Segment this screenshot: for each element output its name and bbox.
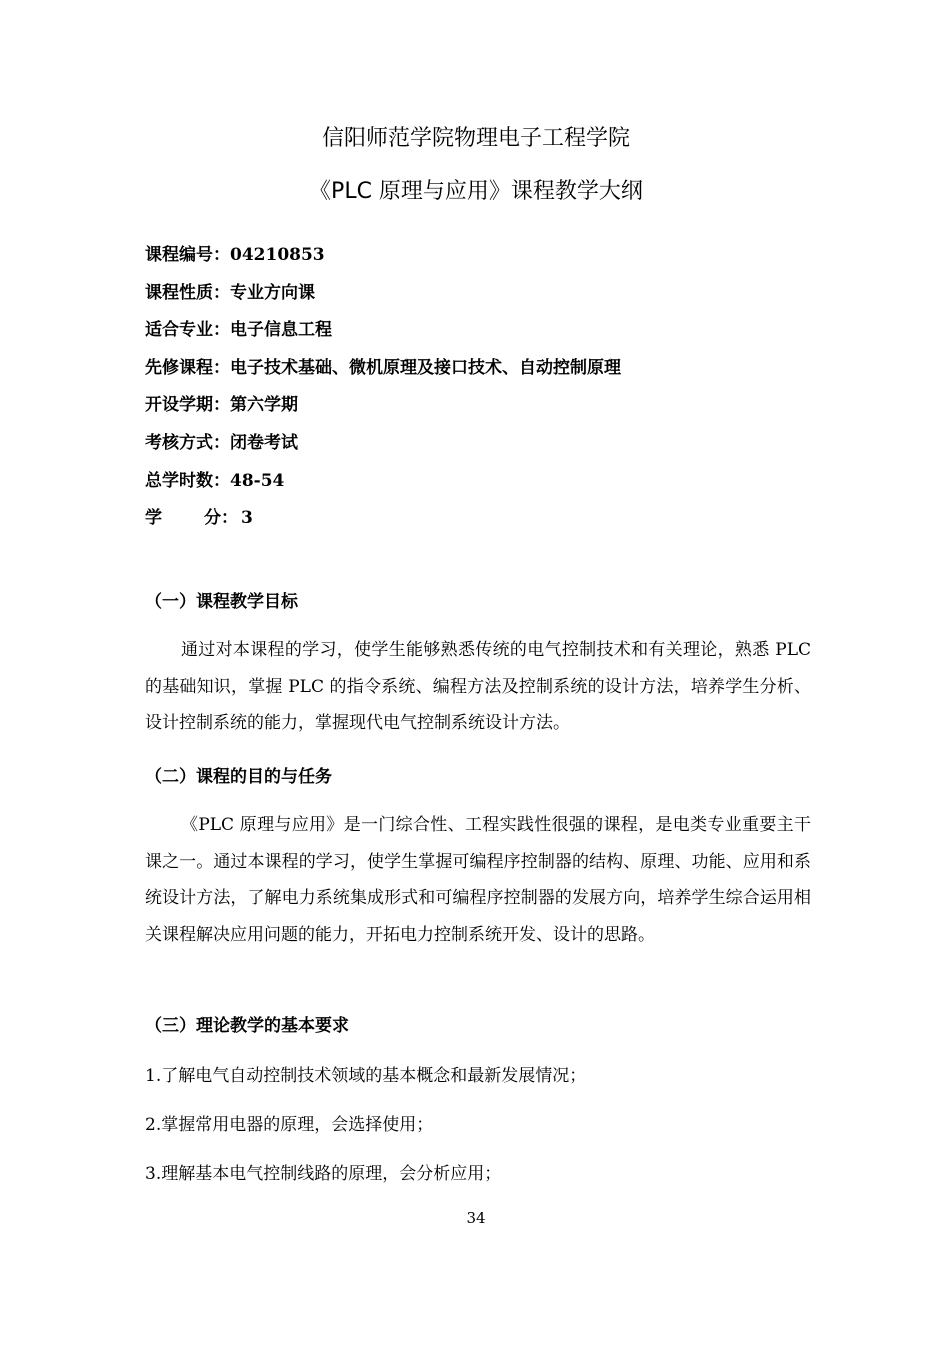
exam-value: 闭卷考试 <box>230 432 298 453</box>
section-3-heading: （三）理论教学的基本要求 <box>145 1016 349 1036</box>
course-info-list <box>145 240 621 541</box>
credit-label <box>145 503 241 533</box>
major-value: 电子信息工程 <box>230 320 332 341</box>
term-value: 第六学期 <box>230 395 298 416</box>
page-number: 34 <box>466 1209 486 1227</box>
exam-row <box>145 428 621 466</box>
course-nature-row <box>145 278 621 316</box>
course-title: 《PLC 原理与应用》课程教学大纲 <box>309 179 643 204</box>
section-1-paragraph: 通过对本课程的学习，使学生能够熟悉传统的电气控制技术和有关理论，熟悉 PLC 的基础知识，掌握 PLC 的指令系统、编程方法及控制系统的设计方法，培养学生分析、设计控制系统的能力，掌握现代电气控制系统设计方法。 <box>145 640 811 733</box>
hours-label: 总学时数： <box>145 470 230 491</box>
hours-row <box>145 466 621 504</box>
course-nature-label: 课程性质： <box>145 282 230 303</box>
section-2-heading: （二）课程的目的与任务 <box>145 767 332 787</box>
list-item: 3.理解基本电气控制线路的原理，会分析应用； <box>145 1164 502 1184</box>
section-1-heading: （一）课程教学目标 <box>145 592 298 612</box>
credit-label-a: 学 <box>145 508 162 529</box>
course-nature-value: 专业方向课 <box>230 282 315 303</box>
credit-value: 3 <box>241 508 253 529</box>
requirements-list <box>145 1061 586 1208</box>
term-row <box>145 390 621 428</box>
course-code-label: 课程编号： <box>145 245 230 265</box>
major-label: 适合专业： <box>145 320 230 341</box>
course-code-row <box>145 240 621 278</box>
term-label: 开设学期： <box>145 395 230 416</box>
credit-row <box>145 503 621 541</box>
prerequisite-value: 电子技术基础、微机原理及接口技术、自动控制原理 <box>230 357 621 378</box>
hours-value: 48-54 <box>230 470 285 491</box>
prerequisite-row <box>145 353 621 391</box>
list-item: 1.了解电气自动控制技术领域的基本概念和最新发展情况； <box>145 1066 587 1086</box>
course-code-value: 04210853 <box>230 245 325 265</box>
institution-title: 信阳师范学院物理电子工程学院 <box>321 126 630 151</box>
major-row <box>145 315 621 353</box>
exam-label: 考核方式： <box>145 432 230 453</box>
list-item: 2.掌握常用电器的原理，会选择使用； <box>145 1115 434 1135</box>
prerequisite-label: 先修课程： <box>145 357 230 378</box>
section-2-paragraph: 《PLC 原理与应用》是一门综合性、工程实践性很强的课程，是电类专业重要主干课之一。通过本课程的学习，使学生掌握可编程序控制器的结构、原理、功能、应用和系统设计方法，了解电力系统集成形式和可编程序控制器的发展方向，培养学生综合运用相关课程解决应用问题的能力，开拓电力控制系统开发、设计的思路。 <box>145 815 811 945</box>
credit-label-b: 分： <box>204 508 238 529</box>
